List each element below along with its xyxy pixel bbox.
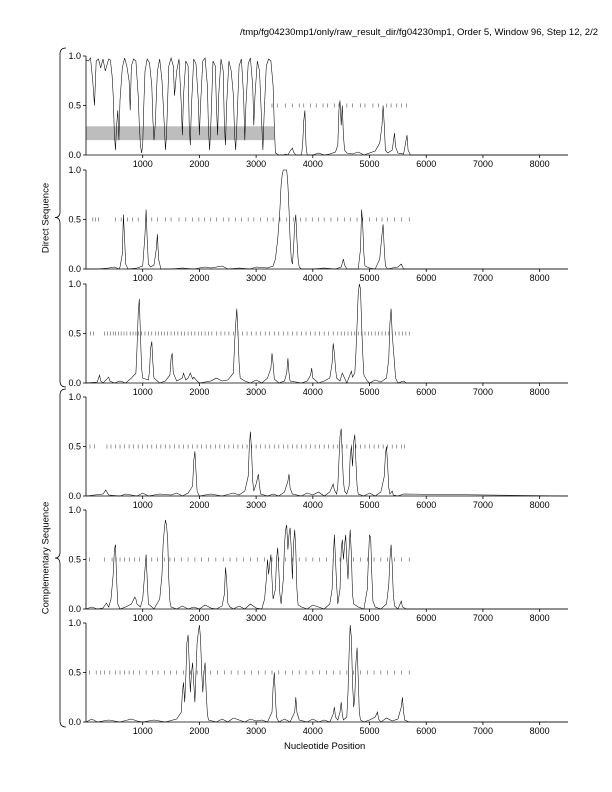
x-tick-label: 5000 bbox=[359, 726, 380, 736]
brace-complementary bbox=[55, 389, 66, 727]
panel-1 bbox=[68, 51, 568, 169]
panel-5 bbox=[68, 505, 568, 623]
panel-2 bbox=[68, 165, 568, 283]
x-tick-label: 8000 bbox=[529, 726, 550, 736]
x-tick-label: 2000 bbox=[189, 159, 210, 169]
x-tick-label: 1000 bbox=[132, 500, 153, 510]
x-tick-label: 7000 bbox=[472, 500, 493, 510]
series-line bbox=[86, 520, 568, 609]
series-line bbox=[86, 170, 568, 269]
y-tick-label: 0.5 bbox=[68, 667, 81, 678]
panels-layer bbox=[68, 51, 568, 736]
x-tick-label: 2000 bbox=[189, 387, 210, 397]
x-tick-label: 4000 bbox=[302, 500, 323, 510]
x-tick-label: 5000 bbox=[359, 273, 380, 283]
y-tick-label: 0.0 bbox=[68, 378, 81, 388]
x-tick-label: 3000 bbox=[246, 159, 267, 169]
x-tick-label: 8000 bbox=[529, 500, 550, 510]
group-braces bbox=[55, 48, 66, 727]
x-tick-label: 7000 bbox=[472, 159, 493, 169]
y-tick-label: 1.0 bbox=[68, 618, 81, 628]
x-tick-label: 3000 bbox=[246, 500, 267, 510]
x-tick-label: 8000 bbox=[529, 613, 550, 623]
y-tick-label: 0.0 bbox=[68, 604, 81, 614]
x-tick-label: 6000 bbox=[416, 500, 437, 510]
x-tick-label: 8000 bbox=[529, 273, 550, 283]
panel-3 bbox=[68, 279, 568, 397]
x-tick-label: 8000 bbox=[529, 387, 550, 397]
x-tick-label: 4000 bbox=[302, 726, 323, 736]
y-tick-label: 0.5 bbox=[68, 214, 81, 225]
y-tick-label: 0.0 bbox=[68, 717, 81, 727]
x-tick-label: 2000 bbox=[189, 500, 210, 510]
series-line bbox=[86, 58, 568, 155]
x-tick-label: 5000 bbox=[359, 613, 380, 623]
x-tick-label: 3000 bbox=[246, 387, 267, 397]
y-tick-label: 0.5 bbox=[68, 441, 81, 452]
x-tick-label: 5000 bbox=[359, 159, 380, 169]
x-tick-label: 5000 bbox=[359, 387, 380, 397]
x-tick-label: 1000 bbox=[132, 387, 153, 397]
x-tick-label: 2000 bbox=[189, 726, 210, 736]
group-label-complementary: Complementary Sequence bbox=[40, 501, 52, 615]
figure-title: /tmp/fg04230mp1/only/raw_result_dir/fg04230mp1, Order 5, Window 96, Step 12, 2/2 bbox=[239, 27, 598, 38]
y-tick-label: 1.0 bbox=[68, 505, 81, 515]
x-tick-label: 2000 bbox=[189, 613, 210, 623]
x-tick-label: 8000 bbox=[529, 159, 550, 169]
y-tick-label: 1.0 bbox=[68, 51, 81, 61]
y-tick-label: 0.5 bbox=[68, 328, 81, 339]
y-tick-label: 0.5 bbox=[68, 554, 81, 565]
x-tick-label: 3000 bbox=[246, 273, 267, 283]
brace-direct bbox=[55, 48, 66, 387]
x-tick-label: 6000 bbox=[416, 613, 437, 623]
x-tick-label: 1000 bbox=[132, 613, 153, 623]
y-tick-label: 1.0 bbox=[68, 165, 81, 175]
y-tick-label: 1.0 bbox=[68, 279, 81, 289]
x-tick-label: 4000 bbox=[302, 159, 323, 169]
x-tick-label: 6000 bbox=[416, 387, 437, 397]
x-axis-label: Nucleotide Position bbox=[284, 741, 366, 752]
x-tick-label: 4000 bbox=[302, 613, 323, 623]
x-tick-label: 6000 bbox=[416, 273, 437, 283]
x-tick-label: 5000 bbox=[359, 500, 380, 510]
x-tick-label: 3000 bbox=[246, 726, 267, 736]
x-tick-label: 7000 bbox=[472, 273, 493, 283]
y-tick-label: 0.0 bbox=[68, 491, 81, 501]
y-tick-label: 0.0 bbox=[68, 150, 81, 160]
x-tick-label: 1000 bbox=[132, 273, 153, 283]
x-tick-label: 1000 bbox=[132, 159, 153, 169]
x-tick-label: 4000 bbox=[302, 273, 323, 283]
group-label-direct: Direct Sequence bbox=[40, 182, 52, 253]
x-tick-label: 3000 bbox=[246, 613, 267, 623]
x-tick-label: 4000 bbox=[302, 387, 323, 397]
panel-6 bbox=[68, 618, 568, 736]
panel-4 bbox=[68, 392, 568, 510]
x-tick-label: 7000 bbox=[472, 613, 493, 623]
series-line bbox=[86, 429, 568, 496]
x-tick-label: 1000 bbox=[132, 726, 153, 736]
y-tick-label: 0.5 bbox=[68, 100, 81, 111]
x-tick-label: 2000 bbox=[189, 273, 210, 283]
y-tick-label: 1.0 bbox=[68, 392, 81, 402]
x-tick-label: 7000 bbox=[472, 387, 493, 397]
y-tick-label: 0.0 bbox=[68, 264, 81, 274]
x-tick-label: 7000 bbox=[472, 726, 493, 736]
x-tick-label: 6000 bbox=[416, 726, 437, 736]
x-tick-label: 6000 bbox=[416, 159, 437, 169]
